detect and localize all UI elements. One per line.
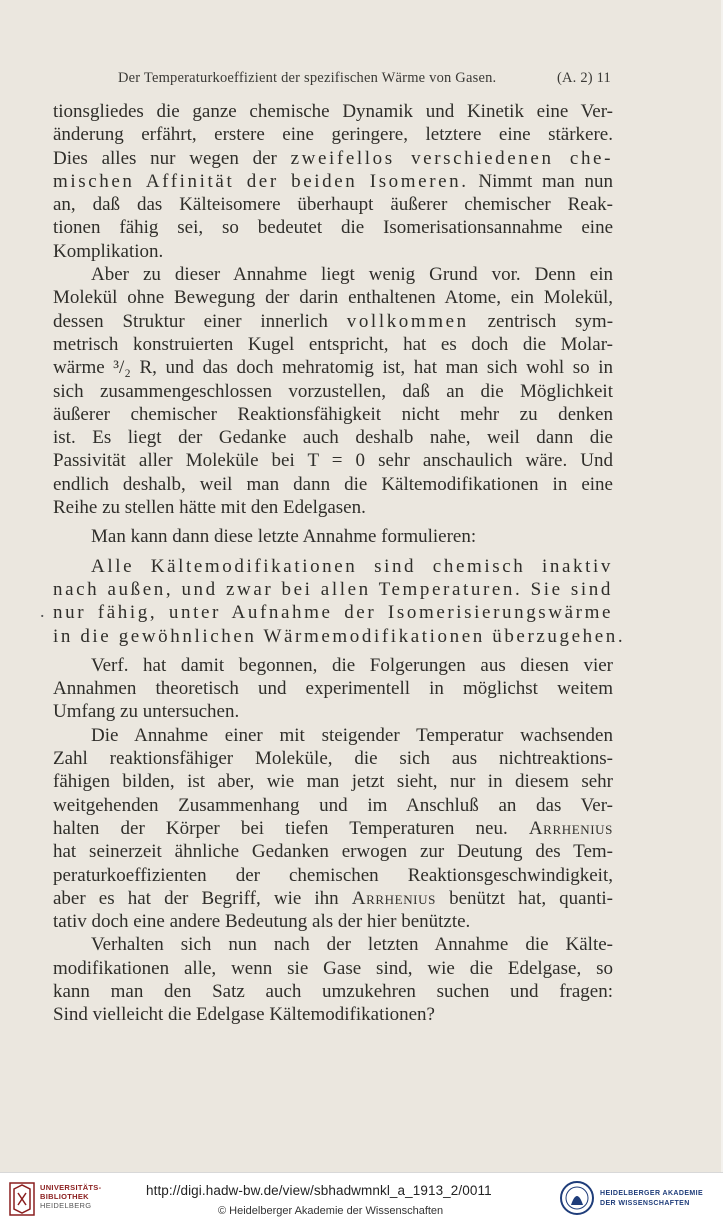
text-line: Komplikation. [53,240,164,262]
page-number: (A. 2) 11 [556,70,611,86]
text-line: Sind vielleicht die Edelgase Kältemodifikationen? [53,1004,435,1026]
copyright-notice: © Heidelberger Akademie der Wissenschaften [218,1205,444,1217]
author-name: Arrhenius [528,817,613,839]
emphasis-spaced: mischen Affinität der beiden Isomeren. [53,170,469,192]
running-head-title: Der Temperaturkoeffizient der spezifischen Wärme von Gasen. [118,70,497,86]
text-line: wärme ³/₂ R, und das doch mehratomig ist, hat man sich wohl so in [53,357,613,379]
text-line: Umfang zu untersuchen. [53,701,240,723]
text-line: fähigen bilden, ist aber, wie man jetzt sieht, nur in diesem sehr [53,771,613,793]
text-line: Dies alles nur wegen der zweifellos verschiedenen che- [53,147,613,169]
text-line: Zahl reaktionsfähiger Moleküle, die sich aus nichtreaktions- [53,748,613,770]
text-line: Passivität aller Moleküle bei T = 0 sehr anschaulich wäre. Und [53,450,613,472]
thesis-line: Alle Kältemodifikationen sind chemisch inaktiv [91,555,613,577]
text-line: Man kann dann diese letzte Annahme formulieren: [91,526,477,548]
text-line: tativ doch eine andere Bedeutung als der hier benützte. [53,911,471,933]
text-line: ist. Es liegt der Gedanke auch deshalb nahe, weil dann die [53,427,613,449]
text-line: sich zusammengeschlossen vorzustellen, daß an die Möglichkeit [53,380,613,402]
thesis-line: nur fähig, unter Aufnahme der Isomerisierungswärme [53,602,613,624]
text-line: Aber zu dieser Annahme liegt wenig Grund vor. Denn ein [91,264,613,286]
author-name: Arrhenius [351,887,436,909]
library-name: UNIVERSITÄTS- BIBLIOTHEK HEIDELBERG [40,1183,102,1210]
text-line: Annahmen theoretisch und experimentell in möglichst weitem [53,678,613,700]
text-line: halten der Körper bei tiefen Temperaturen neu. Arrhenius [53,817,613,839]
library-seal-icon [8,1181,36,1217]
emphasis-spaced: zweifellos verschiedenen che- [290,147,613,169]
text-line: äußerer chemischer Reaktionsfähigkeit nicht mehr zu denken [53,403,613,425]
text-line: änderung erfährt, erstere eine geringere, letztere eine stärkere. [53,124,613,146]
text-line: an, daß das Kälteisomere überhaupt äußerer chemischer Reak- [53,194,613,216]
text-line: Reihe zu stellen hätte mit den Edelgasen. [53,497,366,519]
margin-mark: . [40,601,45,621]
thesis-line: in die gewöhnlichen Wärmemodifikationen überzugehen. [53,625,626,647]
body-text [53,100,626,1027]
thesis-line: nach außen, und zwar bei allen Temperaturen. Sie sind [53,578,613,600]
footer-bar [0,1172,723,1225]
text-line: Verf. hat damit begonnen, die Folgerungen aus diesen vier [91,654,613,676]
text-line: endlich deshalb, weil man dann die Kältemodifikationen in eine [53,473,613,495]
academy-seal-icon [559,1179,595,1217]
text-line: tionen fähig sei, so bedeutet die Isomerisationsannahme eine [53,217,613,239]
text-line: Molekül ohne Bewegung der darin enthaltenen Atome, ein Molekül, [53,287,613,309]
text-line: Die Annahme einer mit steigender Temperatur wachsenden [91,724,613,746]
text-line: dessen Struktur einer innerlich vollkommen zentrisch sym- [53,310,614,332]
text-line: hat seinerzeit ähnliche Gedanken erwogen zur Deutung des Tem- [53,841,613,863]
text-line: modifikationen alle, wenn sie Gase sind, wie die Edelgase, so [53,957,613,979]
academy-name: HEIDELBERGER AKADEMIE DER WISSENSCHAFTEN [600,1190,704,1207]
text-line: peraturkoeffizienten der chemischen Reaktionsgeschwindigkeit, [53,864,613,886]
text-line: tionsgliedes die ganze chemische Dynamik und Kinetik eine Ver- [53,101,613,122]
text-line: mischen Affinität der beiden Isomeren. Nimmt man nun [53,170,613,192]
text-line: weitgehenden Zusammenhang und im Anschluß an das Ver- [53,794,613,816]
text-line: metrisch konstruierten Kugel entspricht, hat es doch die Molar- [53,333,613,355]
emphasis-spaced: vollkommen [346,310,469,332]
text-line: kann man den Satz auch umzukehren suchen und fragen: [53,980,613,1002]
text-line: aber es hat der Begriff, wie ihn Arrhenius benützt hat, quanti- [53,887,613,909]
text-line: Verhalten sich nun nach der letzten Annahme die Kälte- [91,934,613,956]
running-head [118,70,611,87]
source-url[interactable]: http://digi.hadw-bw.de/view/sbhadwmnkl_a_1913_2/0011 [146,1183,492,1198]
